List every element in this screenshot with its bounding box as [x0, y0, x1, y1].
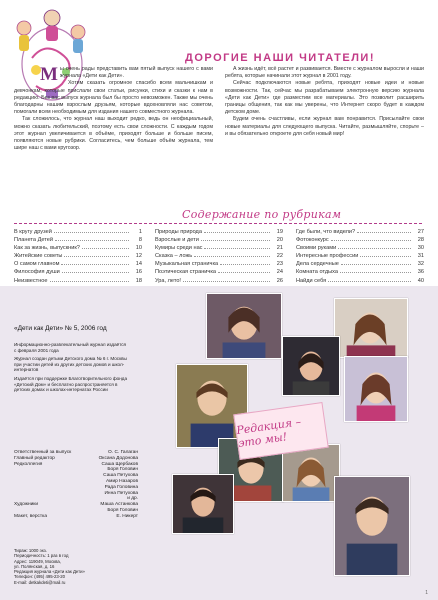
page-headline: ДОРОГИЕ НАШИ ЧИТАТЕЛИ! [185, 52, 375, 64]
staff-row: Боря Головин [107, 507, 138, 513]
team-photo [172, 474, 234, 534]
toc-entry[interactable]: Дела сердечные 32 [296, 261, 424, 268]
staff-row: Ответственный за выпуск О. С. Галаган [14, 450, 138, 455]
staff-row: и др. [127, 496, 138, 502]
imprint-block: Тираж: 1000 экз. Периодичность: 1 раз в год Адрес: 119049, Москва, ул. Полянская, д. 16 Редакция журнала «Дети как Дети» Телефон: (495) 495-23-20 E-mail: detkakdeti@mail.ru [14, 548, 85, 585]
staff-row: Амир Назаров [105, 478, 138, 484]
toc-entry[interactable]: Найди себя 40 [296, 277, 424, 284]
team-photo [282, 336, 340, 396]
editor-letter [14, 66, 424, 192]
toc-column-2 [155, 228, 283, 285]
collage-caption: Редакция – это мы! [233, 402, 329, 460]
info-paragraph: Журнал создан детьми Детского дома № 6 г. Москвы при участии детей из других детских домов и школ-интернатов [14, 356, 127, 373]
staff-list [14, 450, 138, 520]
toc-entry[interactable]: Своими руками 30 [296, 245, 424, 252]
toc-column-1 [14, 228, 142, 285]
toc-entry[interactable]: Музыкальная страничка 23 [155, 261, 283, 268]
team-photo [334, 298, 408, 358]
toc-column-3 [296, 228, 424, 285]
toc-divider [14, 223, 424, 224]
toc-entry[interactable]: О самом главном 14 [14, 261, 142, 268]
team-photo [334, 476, 410, 576]
toc-entry[interactable]: Интересные профессии 31 [296, 253, 424, 260]
info-block [14, 342, 129, 396]
letter-paragraph: А жизнь идёт, всё растет и развивается. Вместе с журналом выросли и наши ребята, которые начинали этот журнал в 2001 году. [225, 66, 424, 80]
letter-paragraph: Сейчас подключаются новые ребята, приходят новые идеи и новые возможности. Так, сейчас мы разрабатываем электронную версию журнала «Дети как Дети» где разместим все материалы. Это позволит расширить границы общения, так как мы уверены, что Интернет скоро будет в каждом детском доме. [225, 80, 424, 116]
toc-entry[interactable]: Где были, что видели? 27 [296, 229, 424, 235]
toc-entry[interactable]: Кумиры среди нас 21 [155, 245, 283, 252]
staff-row: Инна Петухова [104, 490, 138, 496]
letter-paragraph: Хотим сказать огромное спасибо всем мальчишкам и девчонкам, которые прислали свои статьи, рисунки, стихи и сказки к нам в редакцию. Без вас выпуск журнала был бы просто невозможен. Также мы очень благодарны нашим взрослым друзьям, которые вдохновляли нас советом, помогали всем необходимым для издания нашего совместного журнала. [14, 80, 213, 116]
info-paragraph: Издаётся при поддержке Благотворительного фонда «Детский Дом» и бесплатно распространяется в детских домах и школах-интернатах России [14, 375, 127, 393]
drop-cap: М [40, 64, 58, 85]
staff-row: Саша Петухова [103, 473, 138, 479]
toc-entry[interactable]: Природы природа 19 [155, 229, 283, 235]
staff-row: Рада Головина [104, 484, 138, 490]
staff-row: Редколлегия Саша Щербаков [14, 461, 138, 467]
staff-row: Художники Маша Астанкова [14, 502, 138, 508]
toc-entry[interactable]: Планета Детей 8 [14, 237, 142, 244]
info-paragraph: Информационно-развлекательный журнал издаётся с февраля 2001 года [14, 342, 127, 353]
toc-entry[interactable]: В кругу друзей 1 [14, 229, 142, 235]
toc-entry[interactable]: Философия души 16 [14, 269, 142, 276]
team-photo [344, 356, 408, 422]
staff-row: Главный редактор Оксана Додонова [14, 455, 138, 461]
staff-row: Боря Головин [107, 467, 138, 473]
team-photo [206, 293, 282, 359]
toc-entry[interactable]: Ура, лето! 26 [155, 277, 283, 284]
toc-entry[interactable]: Фотоконкурс 28 [296, 237, 424, 244]
letter-paragraph: Так сложилось, что журнал наш выходит редко, ведь он неофициальный, можно сказать любительский, поэтому есть свои сложности. С каждым годом этот журнал увеличивается в объёме, приходят больше и больше писем, появляются новые рубрики. Согласитесь, чем больше объём журнала, тем шире наш с вами кругозор. [14, 116, 213, 152]
staff-row: Макет, верстка Е. Никерт [14, 513, 138, 519]
page-number: 1 [425, 590, 428, 596]
toc-entry[interactable]: Сказка – ложь 22 [155, 253, 283, 260]
toc-entry[interactable]: Взрослые и дети 20 [155, 237, 283, 244]
issue-title: «Дети как Дети» № 5, 2006 год [14, 325, 107, 332]
toc-entry[interactable]: Неизвестное 18 [14, 277, 142, 284]
toc-entry[interactable]: Житейские советы 12 [14, 253, 142, 260]
letter-paragraph: Будем очень счастливы, если журнал вам понравится. Присылайте свои новые материалы для следующего выпуска. Читайте, размышляйте, спорьте – и вы обязательно откроете для себя новый мир! [225, 116, 424, 137]
toc-entry[interactable]: Поэтическая страничка 24 [155, 269, 283, 276]
toc-title: Содержание по рубрикам [182, 208, 342, 221]
toc-entry[interactable]: Как за жизнь, выпускник? 10 [14, 245, 142, 252]
letter-paragraph: Мы очень рады представить вам пятый выпуск нашего с вами журнала «Дети как Дети». [40, 64, 213, 85]
toc-entry[interactable]: Комната отдыха 36 [296, 269, 424, 276]
